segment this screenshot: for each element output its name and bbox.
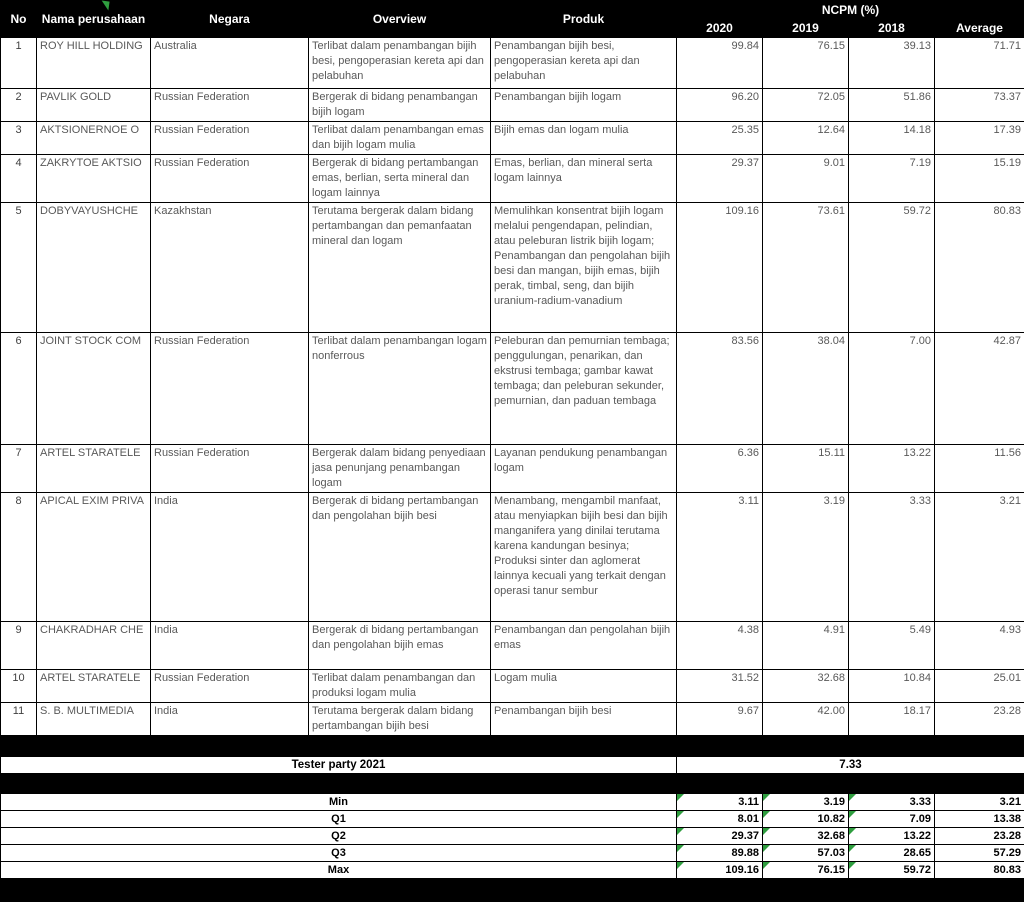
cell-y2020[interactable]: 29.37 bbox=[677, 155, 763, 203]
cell-flag-icon bbox=[763, 811, 770, 818]
stat-value[interactable]: 32.68 bbox=[763, 828, 849, 845]
stat-value[interactable]: 7.09 bbox=[849, 811, 935, 828]
header-no[interactable]: No bbox=[1, 1, 37, 38]
cell-y2018[interactable]: 7.19 bbox=[849, 155, 935, 203]
cell-country[interactable]: Russian Federation bbox=[151, 122, 309, 155]
header-name[interactable]: Nama perusahaan bbox=[37, 1, 151, 38]
tester-party-table bbox=[0, 756, 1024, 774]
cell-overview[interactable]: Terlibat dalam penambangan logam nonferrous bbox=[309, 333, 491, 445]
stat-value[interactable]: 3.21 bbox=[935, 794, 1024, 811]
stat-value[interactable]: 57.29 bbox=[935, 845, 1024, 862]
cell-y2019[interactable]: 73.61 bbox=[763, 203, 849, 333]
cell-no[interactable]: 7 bbox=[1, 445, 37, 493]
stats-row bbox=[1, 794, 1024, 811]
tester-party-value[interactable]: 7.33 bbox=[677, 757, 1024, 774]
stat-value[interactable]: 3.33 bbox=[849, 794, 935, 811]
cell-avg[interactable]: 73.37 bbox=[935, 89, 1024, 122]
cell-name[interactable]: ARTEL STARATELE bbox=[37, 670, 151, 703]
cell-overview[interactable]: Bergerak dalam bidang penyediaan jasa penunjang penambangan logam bbox=[309, 445, 491, 493]
stat-label[interactable]: Q2 bbox=[1, 828, 677, 845]
cell-y2018[interactable]: 10.84 bbox=[849, 670, 935, 703]
cell-country[interactable]: Russian Federation bbox=[151, 445, 309, 493]
cell-country[interactable]: Russian Federation bbox=[151, 333, 309, 445]
cell-name[interactable]: JOINT STOCK COM bbox=[37, 333, 151, 445]
cell-overview[interactable]: Terlibat dalam penambangan dan produksi logam mulia bbox=[309, 670, 491, 703]
cell-y2019[interactable]: 3.19 bbox=[763, 493, 849, 622]
cell-avg[interactable]: 80.83 bbox=[935, 203, 1024, 333]
cell-avg[interactable]: 25.01 bbox=[935, 670, 1024, 703]
cell-product[interactable]: Bijih emas dan logam mulia bbox=[491, 122, 677, 155]
header-2018[interactable]: 2018 bbox=[849, 19, 935, 38]
cell-y2018[interactable]: 59.72 bbox=[849, 203, 935, 333]
stat-value[interactable]: 76.15 bbox=[763, 862, 849, 879]
cell-name[interactable]: ARTEL STARATELE bbox=[37, 445, 151, 493]
cell-avg[interactable]: 42.87 bbox=[935, 333, 1024, 445]
cell-overview[interactable]: Terlibat dalam penambangan emas dan bijih logam mulia bbox=[309, 122, 491, 155]
cell-product[interactable]: Penambangan bijih logam bbox=[491, 89, 677, 122]
cell-country[interactable]: India bbox=[151, 622, 309, 670]
cell-flag-icon bbox=[849, 828, 856, 835]
cell-product[interactable]: Logam mulia bbox=[491, 670, 677, 703]
header-average[interactable]: Average bbox=[935, 19, 1024, 38]
tester-party-label[interactable]: Tester party 2021 bbox=[1, 757, 677, 774]
stat-value[interactable]: 3.11 bbox=[677, 794, 763, 811]
cell-avg[interactable]: 15.19 bbox=[935, 155, 1024, 203]
cell-avg[interactable]: 4.93 bbox=[935, 622, 1024, 670]
cell-flag-icon bbox=[763, 845, 770, 852]
cell-y2018[interactable]: 5.49 bbox=[849, 622, 935, 670]
cell-no[interactable]: 2 bbox=[1, 89, 37, 122]
cell-y2020[interactable]: 25.35 bbox=[677, 122, 763, 155]
table-row bbox=[1, 333, 1024, 445]
cell-no[interactable]: 5 bbox=[1, 203, 37, 333]
stat-value[interactable]: 29.37 bbox=[677, 828, 763, 845]
cell-y2019[interactable]: 9.01 bbox=[763, 155, 849, 203]
tester-party-row bbox=[1, 757, 1024, 774]
cell-flag-icon bbox=[849, 862, 856, 869]
cell-no[interactable]: 3 bbox=[1, 122, 37, 155]
cell-product[interactable]: Peleburan dan pemurnian tembaga; penggulungan, penarikan, dan ekstrusi tembaga; gambar kawat tembaga; dan peleburan sekunder, pemurnian, dan paduan tembaga bbox=[491, 333, 677, 445]
cell-y2020[interactable]: 6.36 bbox=[677, 445, 763, 493]
table-row bbox=[1, 493, 1024, 622]
cell-name[interactable]: AKTSIONERNOE O bbox=[37, 122, 151, 155]
cell-no[interactable]: 4 bbox=[1, 155, 37, 203]
cell-overview[interactable]: Terutama bergerak dalam bidang pertambangan bijih besi bbox=[309, 703, 491, 736]
cell-country[interactable]: Russian Federation bbox=[151, 155, 309, 203]
cell-flag-icon bbox=[763, 828, 770, 835]
cell-y2019[interactable]: 76.15 bbox=[763, 38, 849, 89]
cell-product[interactable]: Penambangan bijih besi bbox=[491, 703, 677, 736]
stat-value[interactable]: 13.38 bbox=[935, 811, 1024, 828]
stat-label[interactable]: Min bbox=[1, 794, 677, 811]
header-product[interactable]: Produk bbox=[491, 1, 677, 38]
cell-overview[interactable]: Bergerak di bidang pertambangan emas, berlian, serta mineral dan logam lainnya bbox=[309, 155, 491, 203]
table-row bbox=[1, 203, 1024, 333]
cell-name[interactable]: S. B. MULTIMEDIA bbox=[37, 703, 151, 736]
cell-y2020[interactable]: 109.16 bbox=[677, 203, 763, 333]
stats-table bbox=[0, 793, 1024, 879]
cell-y2020[interactable]: 9.67 bbox=[677, 703, 763, 736]
cell-y2018[interactable]: 7.00 bbox=[849, 333, 935, 445]
cell-flag-icon bbox=[849, 845, 856, 852]
stats-row bbox=[1, 862, 1024, 879]
cell-product[interactable]: Memulihkan konsentrat bijih logam melalui pengendapan, pelindian, atau peleburan listrik bijih logam; Penambangan dan pengolahan bijih besi dan mangan, bijih emas, bijih perak, timbal, seng, dan bijih uranium-radium-vanadium bbox=[491, 203, 677, 333]
cell-no[interactable]: 6 bbox=[1, 333, 37, 445]
cell-name[interactable]: DOBYVAYUSHCHE bbox=[37, 203, 151, 333]
header-ncpm-group[interactable]: NCPM (%) bbox=[677, 1, 1024, 19]
table-header bbox=[1, 1, 1024, 38]
cell-country[interactable]: Kazakhstan bbox=[151, 203, 309, 333]
cell-country[interactable]: Russian Federation bbox=[151, 670, 309, 703]
cell-avg[interactable]: 3.21 bbox=[935, 493, 1024, 622]
cell-name[interactable]: PAVLIK GOLD bbox=[37, 89, 151, 122]
cell-name[interactable]: CHAKRADHAR CHE bbox=[37, 622, 151, 670]
stat-value[interactable]: 23.28 bbox=[935, 828, 1024, 845]
cell-no[interactable]: 10 bbox=[1, 670, 37, 703]
cell-y2020[interactable]: 31.52 bbox=[677, 670, 763, 703]
company-rows bbox=[1, 38, 1024, 736]
table-row bbox=[1, 670, 1024, 703]
header-2019[interactable]: 2019 bbox=[763, 19, 849, 38]
header-2020[interactable]: 2020 bbox=[677, 19, 763, 38]
stats-rows bbox=[1, 794, 1024, 879]
stat-value[interactable]: 109.16 bbox=[677, 862, 763, 879]
stats-row bbox=[1, 811, 1024, 828]
cell-flag-icon bbox=[849, 794, 856, 801]
black-band bbox=[0, 774, 1024, 793]
cell-country[interactable]: Russian Federation bbox=[151, 89, 309, 122]
stat-value[interactable]: 80.83 bbox=[935, 862, 1024, 879]
cell-y2018[interactable]: 39.13 bbox=[849, 38, 935, 89]
cell-overview[interactable]: Terutama bergerak dalam bidang pertambangan dan pemanfaatan mineral dan logam bbox=[309, 203, 491, 333]
stat-value[interactable]: 3.19 bbox=[763, 794, 849, 811]
table-row bbox=[1, 703, 1024, 736]
cell-flag-icon bbox=[763, 794, 770, 801]
cell-avg[interactable]: 23.28 bbox=[935, 703, 1024, 736]
cell-y2020[interactable]: 4.38 bbox=[677, 622, 763, 670]
cell-product[interactable]: Penambangan dan pengolahan bijih emas bbox=[491, 622, 677, 670]
stat-value[interactable]: 13.22 bbox=[849, 828, 935, 845]
cell-y2019[interactable]: 72.05 bbox=[763, 89, 849, 122]
cell-no[interactable]: 1 bbox=[1, 38, 37, 89]
stat-value[interactable]: 89.88 bbox=[677, 845, 763, 862]
stat-label[interactable]: Q3 bbox=[1, 845, 677, 862]
table-row bbox=[1, 445, 1024, 493]
cell-y2018[interactable]: 13.22 bbox=[849, 445, 935, 493]
cell-y2019[interactable]: 42.00 bbox=[763, 703, 849, 736]
cell-y2019[interactable]: 15.11 bbox=[763, 445, 849, 493]
cell-flag-icon bbox=[677, 828, 684, 835]
cell-y2019[interactable]: 4.91 bbox=[763, 622, 849, 670]
cell-flag-icon bbox=[763, 862, 770, 869]
cell-y2020[interactable]: 3.11 bbox=[677, 493, 763, 622]
cell-country[interactable]: India bbox=[151, 493, 309, 622]
cell-y2019[interactable]: 38.04 bbox=[763, 333, 849, 445]
stats-row bbox=[1, 828, 1024, 845]
cell-y2018[interactable]: 18.17 bbox=[849, 703, 935, 736]
table-row bbox=[1, 622, 1024, 670]
cell-y2020[interactable]: 83.56 bbox=[677, 333, 763, 445]
table-row bbox=[1, 122, 1024, 155]
cell-country[interactable]: India bbox=[151, 703, 309, 736]
cell-avg[interactable]: 71.71 bbox=[935, 38, 1024, 89]
cell-y2018[interactable]: 14.18 bbox=[849, 122, 935, 155]
cell-y2018[interactable]: 51.86 bbox=[849, 89, 935, 122]
cell-flag-icon bbox=[677, 811, 684, 818]
stat-value[interactable]: 28.65 bbox=[849, 845, 935, 862]
header-country[interactable]: Negara bbox=[151, 1, 309, 38]
cell-name[interactable]: APICAL EXIM PRIVA bbox=[37, 493, 151, 622]
cell-y2020[interactable]: 99.84 bbox=[677, 38, 763, 89]
cell-avg[interactable]: 17.39 bbox=[935, 122, 1024, 155]
cell-flag-icon bbox=[677, 845, 684, 852]
cell-y2019[interactable]: 32.68 bbox=[763, 670, 849, 703]
black-band bbox=[0, 736, 1024, 756]
stat-value[interactable]: 59.72 bbox=[849, 862, 935, 879]
cell-product[interactable]: Emas, berlian, dan mineral serta logam lainnya bbox=[491, 155, 677, 203]
cell-no[interactable]: 11 bbox=[1, 703, 37, 736]
cell-y2018[interactable]: 3.33 bbox=[849, 493, 935, 622]
stat-label[interactable]: Q1 bbox=[1, 811, 677, 828]
table-row bbox=[1, 89, 1024, 122]
cell-flag-icon bbox=[677, 794, 684, 801]
cell-no[interactable]: 8 bbox=[1, 493, 37, 622]
cell-flag-icon bbox=[677, 862, 684, 869]
cell-product[interactable]: Menambang, mengambil manfaat, atau menyiapkan bijih besi dan bijih manganifera yang dinilai terutama karena kandungan besinya; Produksi sinter dan aglomerat lainnya kecuali yang terkait dengan operasi tanur sembur bbox=[491, 493, 677, 622]
table-row bbox=[1, 38, 1024, 89]
cell-overview[interactable]: Bergerak di bidang pertambangan dan pengolahan bijih emas bbox=[309, 622, 491, 670]
cell-name[interactable]: ZAKRYTOE AKTSIO bbox=[37, 155, 151, 203]
cell-overview[interactable]: Bergerak di bidang pertambangan dan pengolahan bijih besi bbox=[309, 493, 491, 622]
cell-flag-icon bbox=[849, 811, 856, 818]
table-row bbox=[1, 155, 1024, 203]
stats-row bbox=[1, 845, 1024, 862]
green-corner-marker-icon bbox=[100, 0, 109, 10]
cell-y2020[interactable]: 96.20 bbox=[677, 89, 763, 122]
stat-label[interactable]: Max bbox=[1, 862, 677, 879]
cell-country[interactable]: Australia bbox=[151, 38, 309, 89]
cell-product[interactable]: Penambangan bijih besi, pengoperasian kereta api dan pelabuhan bbox=[491, 38, 677, 89]
header-overview[interactable]: Overview bbox=[309, 1, 491, 38]
stat-value[interactable]: 57.03 bbox=[763, 845, 849, 862]
cell-overview[interactable]: Bergerak di bidang penambangan bijih logam bbox=[309, 89, 491, 122]
stat-value[interactable]: 10.82 bbox=[763, 811, 849, 828]
cell-overview[interactable]: Terlibat dalam penambangan bijih besi, pengoperasian kereta api dan pelabuhan bbox=[309, 38, 491, 89]
cell-avg[interactable]: 11.56 bbox=[935, 445, 1024, 493]
cell-name[interactable]: ROY HILL HOLDING bbox=[37, 38, 151, 89]
cell-y2019[interactable]: 12.64 bbox=[763, 122, 849, 155]
cell-no[interactable]: 9 bbox=[1, 622, 37, 670]
cell-product[interactable]: Layanan pendukung penambangan logam bbox=[491, 445, 677, 493]
stat-value[interactable]: 8.01 bbox=[677, 811, 763, 828]
